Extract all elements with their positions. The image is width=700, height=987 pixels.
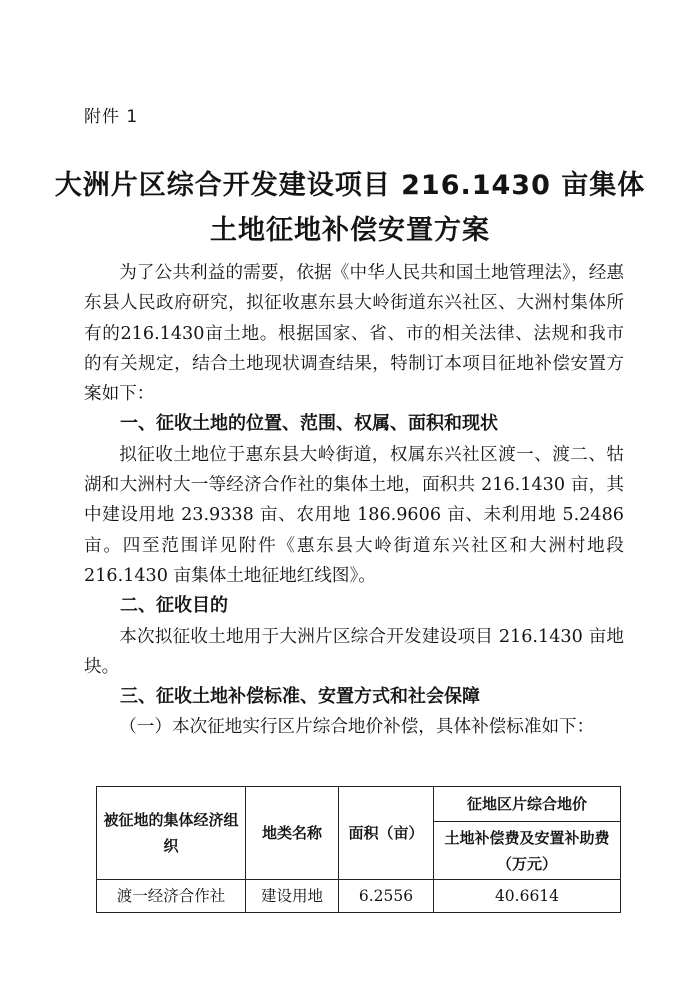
section3-sub1: （一）本次征地实行区片综合地价补偿，具体补偿标准如下： [119,717,595,738]
table-row [97,880,621,913]
intro-paragraph: 为了公共利益的需要，依据《中华人民共和国土地管理法》，经惠东县人民政府研究，拟征收惠东县大岭街道东兴社区、大洲村集体所有的216.1430亩土地。根据国家、省、市的相关法律、法规和我市的有关规定，结合土地现状调查结果，特制订本项目征地补偿安置方案如下： [84,263,624,405]
table-cell-org: 渡一经济合作社 [97,880,246,913]
document-title-line2: 土地征地补偿安置方案 [210,215,490,246]
compensation-table [96,786,621,913]
table-header-group: 征地区片综合地价 [434,787,621,822]
section1-heading: 一、征收土地的位置、范围、权属、面积和现状 [120,413,498,435]
table-header-type: 地类名称 [246,787,339,880]
section2-heading: 二、征收目的 [120,595,228,617]
section2-paragraph: 本次拟征收土地用于大洲片区综合开发建设项目 216.1430 亩地块。 [84,626,624,677]
attachment-label: 附件 1 [84,107,139,127]
table-header-area: 面积（亩） [339,787,434,880]
table-header-fee: 土地补偿费及安置补助费（万元） [434,822,621,880]
table-header-org: 被征地的集体经济组织 [97,787,246,880]
table-cell-type: 建设用地 [246,880,339,913]
section1-paragraph: 拟征收土地位于惠东县大岭街道，权属东兴社区渡一、渡二、牯湖和大洲村大一等经济合作社的集体土地，面积共 216.1430 亩，其中建设用地 23.9338 亩、农用地 186.9606 亩、未利用地 5.2486亩。四至范围详见附件《惠东县大岭街道东兴社区和大洲村地段216.1430 亩集体土地征地红线图》。 [84,444,624,586]
document-body [84,258,624,743]
table-cell-fee: 40.6614 [434,880,621,913]
section3-heading: 三、征收土地补偿标准、安置方式和社会保障 [120,686,480,708]
document-title-line1: 大洲片区综合开发建设项目 216.1430 亩集体 [54,170,646,201]
table-cell-area: 6.2556 [339,880,434,913]
